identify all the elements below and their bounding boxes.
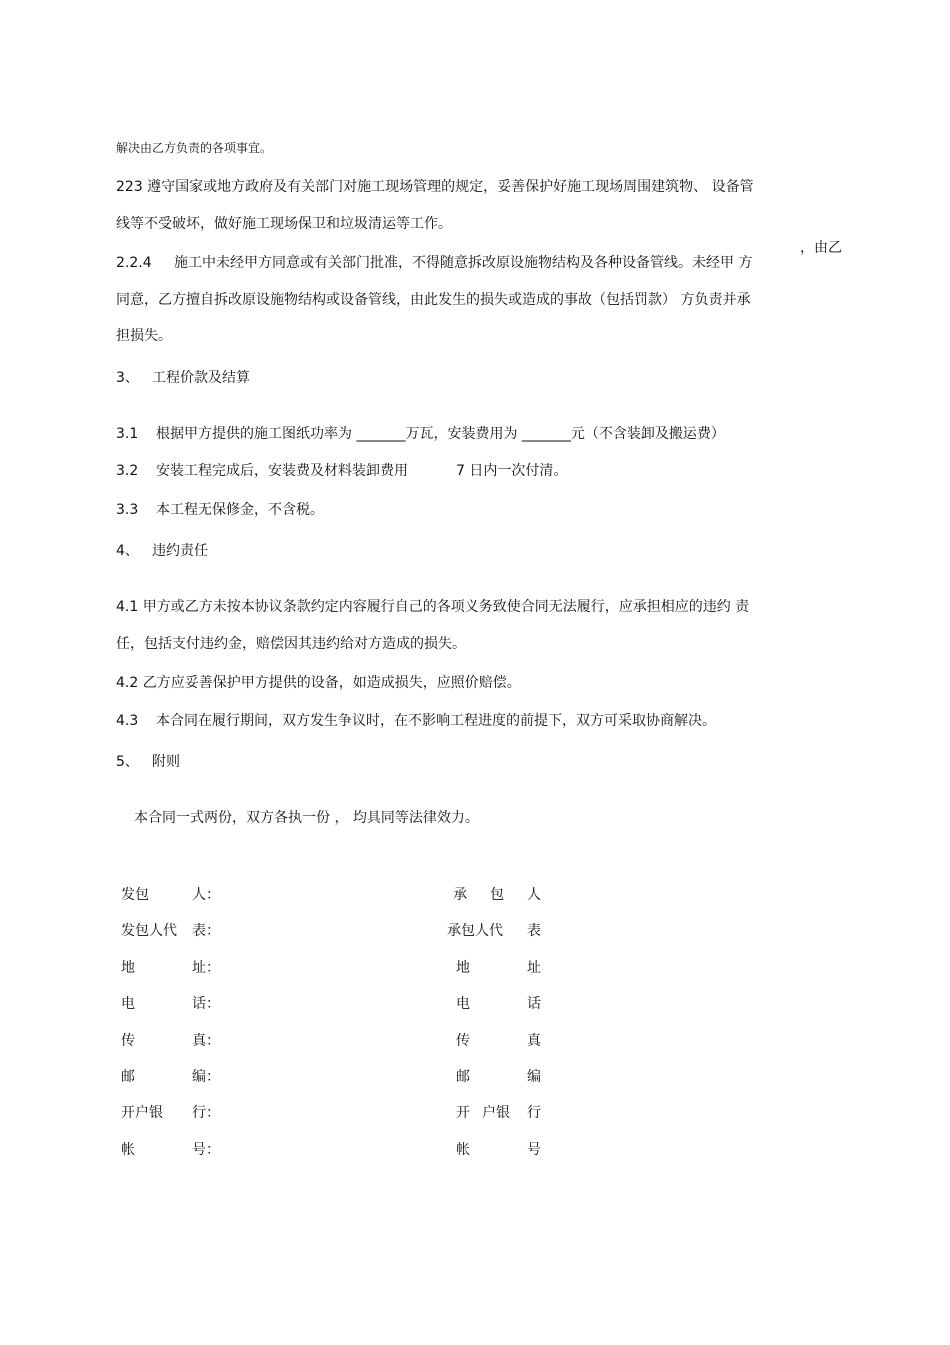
clause-2-2-3-continued: 线等不受破坏，做好施工现场保卫和垃圾清运等工作。	[116, 216, 452, 232]
clause-2-2-4-side-text: ，由乙	[800, 240, 842, 256]
sign-label: 开户银	[121, 1105, 163, 1121]
sign-label: 电	[456, 996, 470, 1012]
clause-4-3-number: 4.3	[116, 713, 139, 729]
clause-3-3: 本工程无保修金，不含税。	[156, 502, 324, 518]
section-3-heading: 工程价款及结算	[152, 370, 250, 386]
clause-4-2: 4.2 乙方应妥善保护甲方提供的设备，如造成损失，应照价赔偿。	[116, 675, 521, 691]
sign-label: 帐	[456, 1142, 470, 1158]
clause-3-2-number: 3.2	[116, 463, 139, 479]
sign-label: 承包人代	[447, 923, 503, 939]
sign-label-end: 表	[527, 923, 541, 939]
clause-3-1: 根据甲方提供的施工图纸功率为 _______万瓦，安装费用为 _______元（不含装卸及搬运费）	[156, 426, 725, 442]
section-4-heading: 违约责任	[152, 543, 208, 559]
sign-label: 邮	[456, 1069, 470, 1085]
clause-4-3: 本合同在履行期间，双方发生争议时，在不影响工程进度的前提下，双方可采取协商解决。	[156, 713, 716, 729]
sign-label-end: 表：	[192, 923, 220, 939]
paragraph-line: 解决由乙方负责的各项事宜。	[116, 141, 273, 155]
clause-4-1-continued: 任，包括支付违约金，赔偿因其违约给对方造成的损失。	[116, 636, 466, 652]
sign-label: 传	[456, 1033, 470, 1049]
clause-4-1: 4.1 甲方或乙方未按本协议条款约定内容履行自己的各项义务致使合同无法履行，应承担相应的违约 责	[116, 599, 750, 615]
sign-label: 地	[456, 960, 470, 976]
sign-label-end: 真	[527, 1033, 541, 1049]
sign-label-end: 人：	[192, 887, 220, 903]
sign-label-end: 址	[527, 960, 541, 976]
sign-label: 地	[121, 960, 135, 976]
sign-label-end: 址：	[192, 960, 220, 976]
clause-3-2: 安装工程完成后，安装费及材料装卸费用	[156, 463, 408, 479]
clause-2-2-4-continued-2: 担损失。	[116, 328, 172, 344]
sign-label: 发包	[121, 887, 149, 903]
sign-label-mid: 包	[490, 887, 504, 903]
sign-label-end: 号：	[192, 1142, 220, 1158]
clause-2-2-4-continued: 同意，乙方擅自拆改原设施物结构或设备管线，由此发生的损失或造成的事故（包括罚款） 方负责并承	[116, 292, 751, 308]
sign-label: 帐	[121, 1142, 135, 1158]
sign-label-end: 行：	[192, 1105, 220, 1121]
clause-2-2-4: 施工中未经甲方同意或有关部门批准，不得随意拆改原设施物结构及各种设备管线。未经甲 方	[174, 255, 753, 271]
sign-label-mid: 户银	[482, 1105, 510, 1121]
sign-label-end: 真：	[192, 1033, 220, 1049]
sign-label-end: 行	[527, 1105, 541, 1121]
sign-label-end: 话	[527, 996, 541, 1012]
sign-label: 发包人代	[121, 923, 177, 939]
clause-3-1-number: 3.1	[116, 426, 139, 442]
sign-label: 承	[453, 887, 467, 903]
sign-label: 邮	[121, 1069, 135, 1085]
sign-label: 电	[121, 996, 135, 1012]
clause-3-3-number: 3.3	[116, 502, 139, 518]
sign-label-end: 编	[527, 1069, 541, 1085]
clause-2-2-3: 223 遵守国家或地方政府及有关部门对施工现场管理的规定，妥善保护好施工现场周围建筑物、 设备管	[116, 179, 754, 195]
closing-statement: 本合同一式两份，双方各执一份 ， 均具同等法律效力。	[134, 810, 479, 826]
section-5-heading: 附则	[152, 754, 180, 770]
clause-3-2-term: 7 日内一次付清。	[456, 463, 568, 479]
clause-2-2-4-number: 2.2.4	[116, 255, 152, 271]
sign-label-end: 话：	[192, 996, 220, 1012]
sign-label-end: 人	[527, 887, 541, 903]
sign-label: 传	[121, 1033, 135, 1049]
section-5-number: 5、	[116, 754, 139, 770]
sign-label: 开	[456, 1105, 470, 1121]
section-4-number: 4、	[116, 543, 139, 559]
sign-label-end: 号	[527, 1142, 541, 1158]
section-3-number: 3、	[116, 370, 139, 386]
sign-label-end: 编：	[192, 1069, 220, 1085]
